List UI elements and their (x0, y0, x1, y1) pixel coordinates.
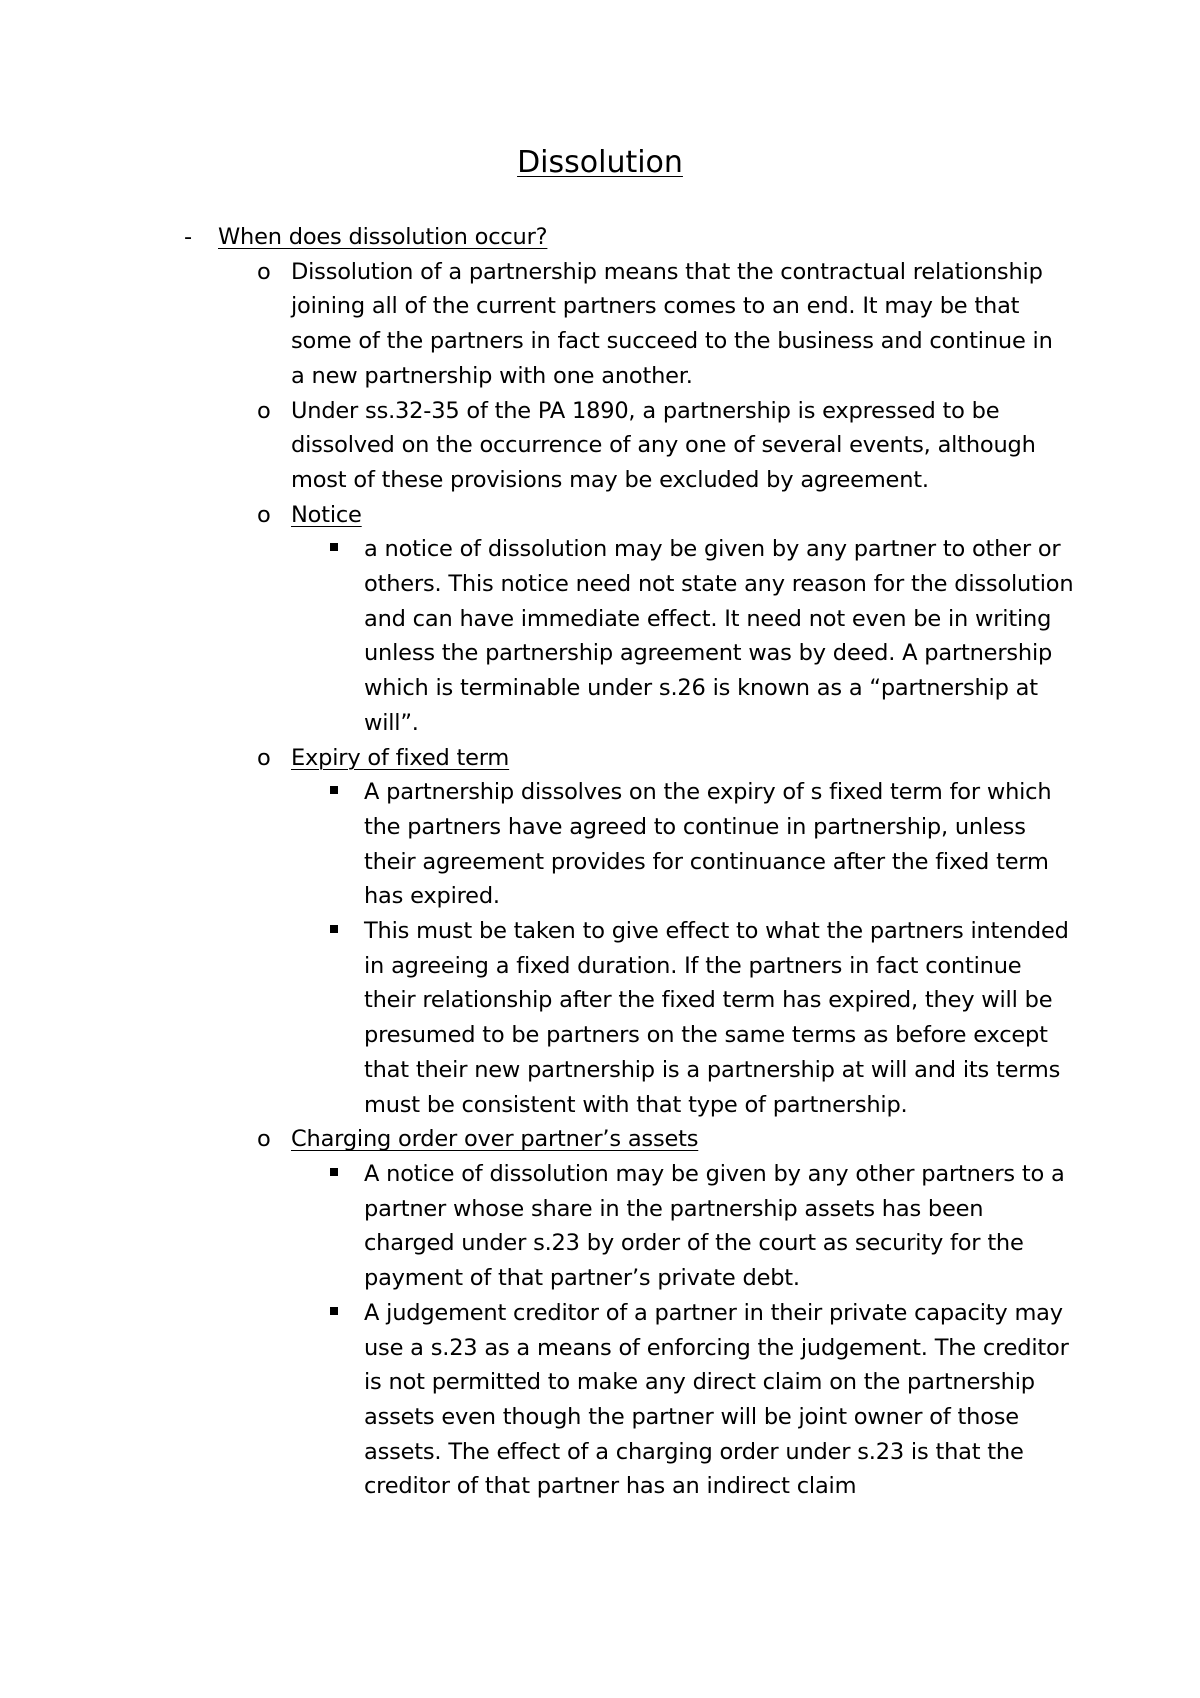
square-bullet-icon (330, 1168, 338, 1176)
bullet-item (364, 914, 1074, 1122)
bullet-text: a notice of dissolution may be given by any partner to other or others. This notice need not state any reason for the dissolution and can have immediate effect. It need not even be in writing unless the partnership agreement was by deed. A partnership which is terminable under s.26 is known as a “partnership at will”. (364, 536, 1074, 736)
square-bullet-icon (330, 925, 338, 933)
section-item (184, 220, 1058, 255)
square-bullet-icon (330, 786, 338, 794)
bullet-text: This must be taken to give effect to what the partners intended in agreeing a fixed duration. If the partners in fact continue their relationship after the fixed term has expired, they will be presumed to be partners on the same terms as before except that their new partnership is a partnership at will and its terms must be consistent with that type of partnership. (364, 918, 1069, 1118)
sub-item (257, 741, 1071, 776)
bullet-text: A judgement creditor of a partner in their private capacity may use a s.23 as a means of enforcing the judgement. The creditor is not permitted to make any direct claim on the partnership assets even though the partner will be joint owner of those assets. The effect of a charging order under s.23 is that the creditor of that partner has an indirect claim (364, 1299, 1069, 1500)
bullet-item (364, 1157, 1074, 1296)
circle-marker: o (257, 501, 271, 528)
circle-marker: o (257, 258, 271, 285)
bullet-item (364, 532, 1074, 740)
bullet-item (364, 775, 1074, 914)
sub-item (257, 1122, 1071, 1157)
sub-item (257, 498, 1071, 533)
subheading-notice: Notice (291, 501, 362, 528)
square-bullet-icon (330, 1307, 338, 1315)
document-title-text: Dissolution (517, 145, 683, 180)
bullet-text: A partnership dissolves on the expiry of s fixed term for which the partners have agreed to continue in partnership, unless their agreement provides for continuance after the fixed term has expired. (364, 779, 1052, 910)
dash-marker: - (184, 224, 192, 250)
square-bullet-icon (330, 543, 338, 551)
circle-marker: o (257, 1126, 271, 1153)
document-body (0, 220, 1200, 1504)
subheading-charging: Charging order over partner’s assets (291, 1126, 699, 1153)
paragraph-text: Under ss.32-35 of the PA 1890, a partnership is expressed to be dissolved on the occurrence of any one of several events, although most of these provisions may be excluded by agreement. (291, 397, 1036, 493)
bullet-item (364, 1296, 1074, 1504)
document-title (0, 143, 1200, 183)
sub-item (257, 255, 1071, 394)
subheading-expiry: Expiry of fixed term (291, 744, 510, 771)
sub-item (257, 394, 1071, 498)
section-heading: When does dissolution occur? (218, 224, 548, 250)
circle-marker: o (257, 397, 271, 424)
circle-marker: o (257, 744, 271, 771)
paragraph-text: Dissolution of a partnership means that the contractual relationship joining all of the current partners comes to an end. It may be that some of the partners in fact succeed to the business and continue in a new partnership with one another. (291, 258, 1053, 389)
bullet-text: A notice of dissolution may be given by any other partners to a partner whose share in the partnership assets has been charged under s.23 by order of the court as security for the payment of that partner’s private debt. (364, 1160, 1065, 1292)
